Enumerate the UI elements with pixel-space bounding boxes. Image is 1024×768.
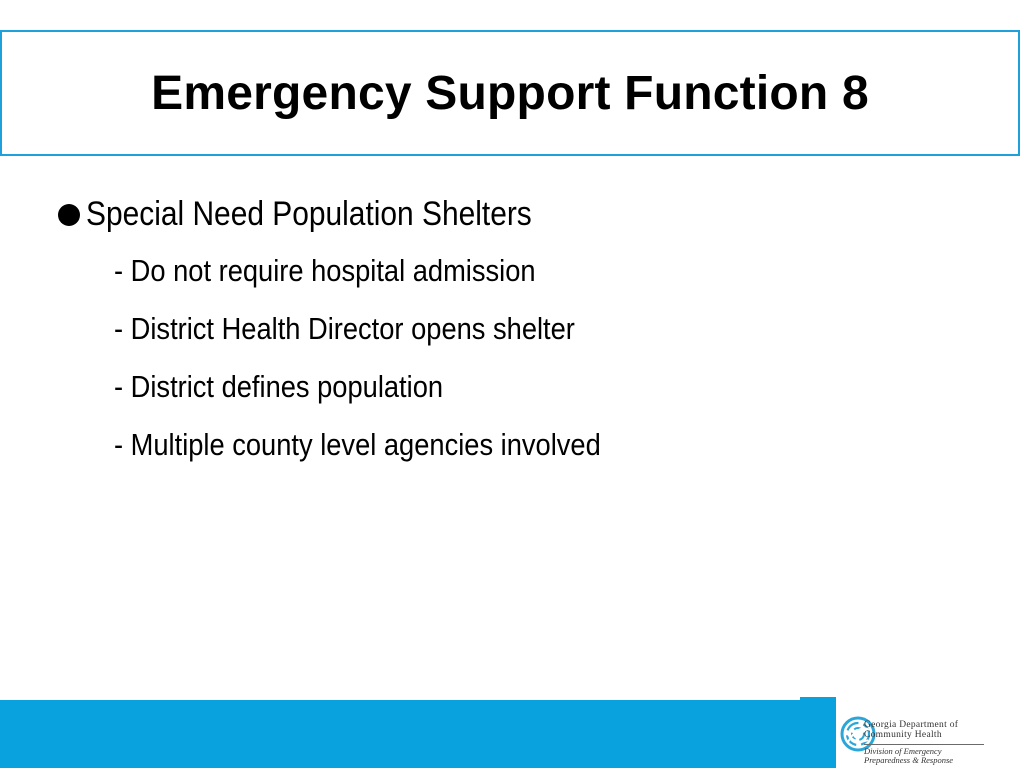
logo-divider <box>864 744 984 745</box>
bullet-text: Special Need Population Shelters <box>86 194 532 233</box>
division-line1: Division of Emergency <box>864 746 942 756</box>
slide-title: Emergency Support Function 8 <box>151 66 869 120</box>
org-name-line1: Georgia Department of <box>864 720 959 730</box>
slide-content <box>58 186 958 474</box>
bullet-dot-icon <box>58 204 80 226</box>
sub-item <box>114 358 958 416</box>
sub-item-text: - District Health Director opens shelter <box>114 311 575 346</box>
title-box <box>0 30 1020 156</box>
sub-item-text: - Multiple county level agencies involved <box>114 427 601 462</box>
org-name <box>864 720 958 740</box>
org-name-line2: Community Health <box>864 730 942 740</box>
bullet-item <box>58 186 958 242</box>
footer-bar <box>0 700 836 768</box>
sub-item <box>114 242 958 300</box>
sub-list <box>58 242 958 474</box>
division-name <box>864 747 953 765</box>
division-line2: Preparedness & Response <box>864 755 954 765</box>
sub-item <box>114 300 958 358</box>
sub-item-text: - Do not require hospital admission <box>114 253 536 288</box>
organization-logo <box>836 700 1024 768</box>
sub-item-text: - District defines population <box>114 369 444 404</box>
sub-item <box>114 416 958 474</box>
